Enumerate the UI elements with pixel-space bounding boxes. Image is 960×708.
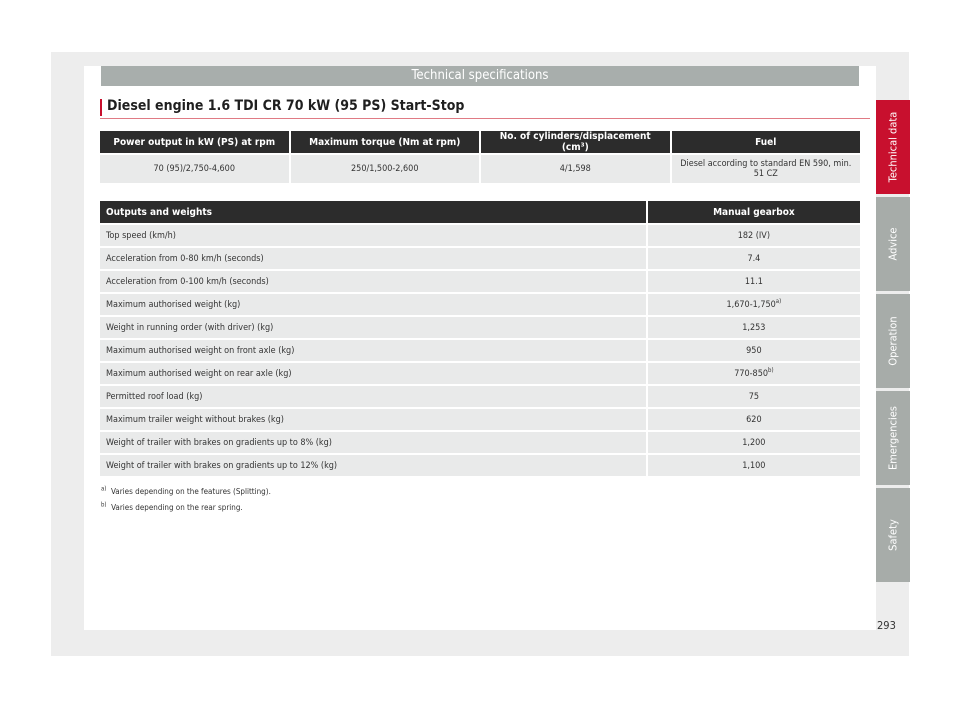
title-accent-bar	[100, 99, 102, 116]
row-value: 11.1	[648, 271, 860, 292]
row-value: 770-850$^{b)}$	[648, 363, 860, 384]
engine-table-header-row	[100, 131, 860, 153]
row-value: 1,670-1,750$^{a)}$	[648, 294, 860, 315]
engine-header-power: Power output in kW (PS) at rpm	[100, 131, 289, 153]
row-value: 7.4	[648, 248, 860, 269]
title-divider	[100, 118, 870, 119]
section-header-label: Technical specifications	[411, 68, 549, 83]
table-row	[100, 317, 860, 338]
row-value: 620	[648, 409, 860, 430]
row-label: Top speed (km/h)	[100, 225, 646, 246]
tab-emergencies[interactable]	[876, 391, 910, 485]
table-row	[100, 225, 860, 246]
table-row	[100, 363, 860, 384]
tab-label: Emergencies	[886, 406, 900, 470]
tab-label: Advice	[886, 227, 900, 261]
table-row	[100, 248, 860, 269]
footnote-a: $^{a)}$ Varies depending on the features (Splitting).	[101, 485, 271, 496]
row-label: Maximum authorised weight (kg)	[100, 294, 646, 315]
row-label: Weight in running order (with driver) (kg)	[100, 317, 646, 338]
engine-header-fuel: Fuel	[672, 131, 861, 153]
engine-cell-cylinders: 4/1,598	[481, 155, 670, 183]
page-title: Diesel engine 1.6 TDI CR 70 kW (95 PS) Start-Stop	[107, 98, 465, 114]
tab-advice[interactable]	[876, 197, 910, 291]
section-header	[101, 66, 859, 86]
row-label: Acceleration from 0-80 km/h (seconds)	[100, 248, 646, 269]
row-label: Maximum trailer weight without brakes (kg)	[100, 409, 646, 430]
tab-safety[interactable]	[876, 488, 910, 582]
weights-table	[98, 199, 862, 478]
footnote-ref: a)	[775, 297, 782, 305]
table-row	[100, 455, 860, 476]
row-value: 950	[648, 340, 860, 361]
engine-cell-torque: 250/1,500-2,600	[291, 155, 480, 183]
row-value: 75	[648, 386, 860, 407]
footnotes	[101, 487, 271, 519]
engine-spec-table	[98, 129, 862, 185]
weights-header-gearbox: Manual gearbox	[648, 201, 860, 223]
engine-cell-fuel: Diesel according to standard EN 590, min. 51 CZ	[672, 155, 861, 183]
row-label: Weight of trailer with brakes on gradients up to 12% (kg)	[100, 455, 646, 476]
engine-header-torque: Maximum torque (Nm at rpm)	[291, 131, 480, 153]
weights-table-header-row	[100, 201, 860, 223]
table-row	[100, 409, 860, 430]
table-row	[100, 386, 860, 407]
tab-operation[interactable]	[876, 294, 910, 388]
row-value: 1,253	[648, 317, 860, 338]
weights-header-label: Outputs and weights	[100, 201, 646, 223]
row-label: Weight of trailer with brakes on gradients up to 8% (kg)	[100, 432, 646, 453]
engine-header-cylinders: No. of cylinders/displacement (cm³)	[481, 131, 670, 153]
row-label: Acceleration from 0-100 km/h (seconds)	[100, 271, 646, 292]
row-label: Maximum authorised weight on front axle (kg)	[100, 340, 646, 361]
tab-technical-data[interactable]	[876, 100, 910, 194]
footnote-ref: b)	[768, 366, 774, 374]
row-label: Permitted roof load (kg)	[100, 386, 646, 407]
table-row	[100, 432, 860, 453]
table-row	[100, 340, 860, 361]
page-number: 293	[877, 619, 896, 632]
footnote-b: $^{b)}$ Varies depending on the rear spring.	[101, 501, 243, 512]
row-value: 1,200	[648, 432, 860, 453]
engine-table-row	[100, 155, 860, 183]
row-label: Maximum authorised weight on rear axle (kg)	[100, 363, 646, 384]
tab-label: Safety	[886, 519, 900, 551]
row-value: 1,100	[648, 455, 860, 476]
table-row	[100, 294, 860, 315]
engine-cell-power: 70 (95)/2,750-4,600	[100, 155, 289, 183]
tab-label: Operation	[886, 316, 900, 366]
tab-label: Technical data	[886, 111, 900, 183]
table-row	[100, 271, 860, 292]
row-value: 182 (IV)	[648, 225, 860, 246]
